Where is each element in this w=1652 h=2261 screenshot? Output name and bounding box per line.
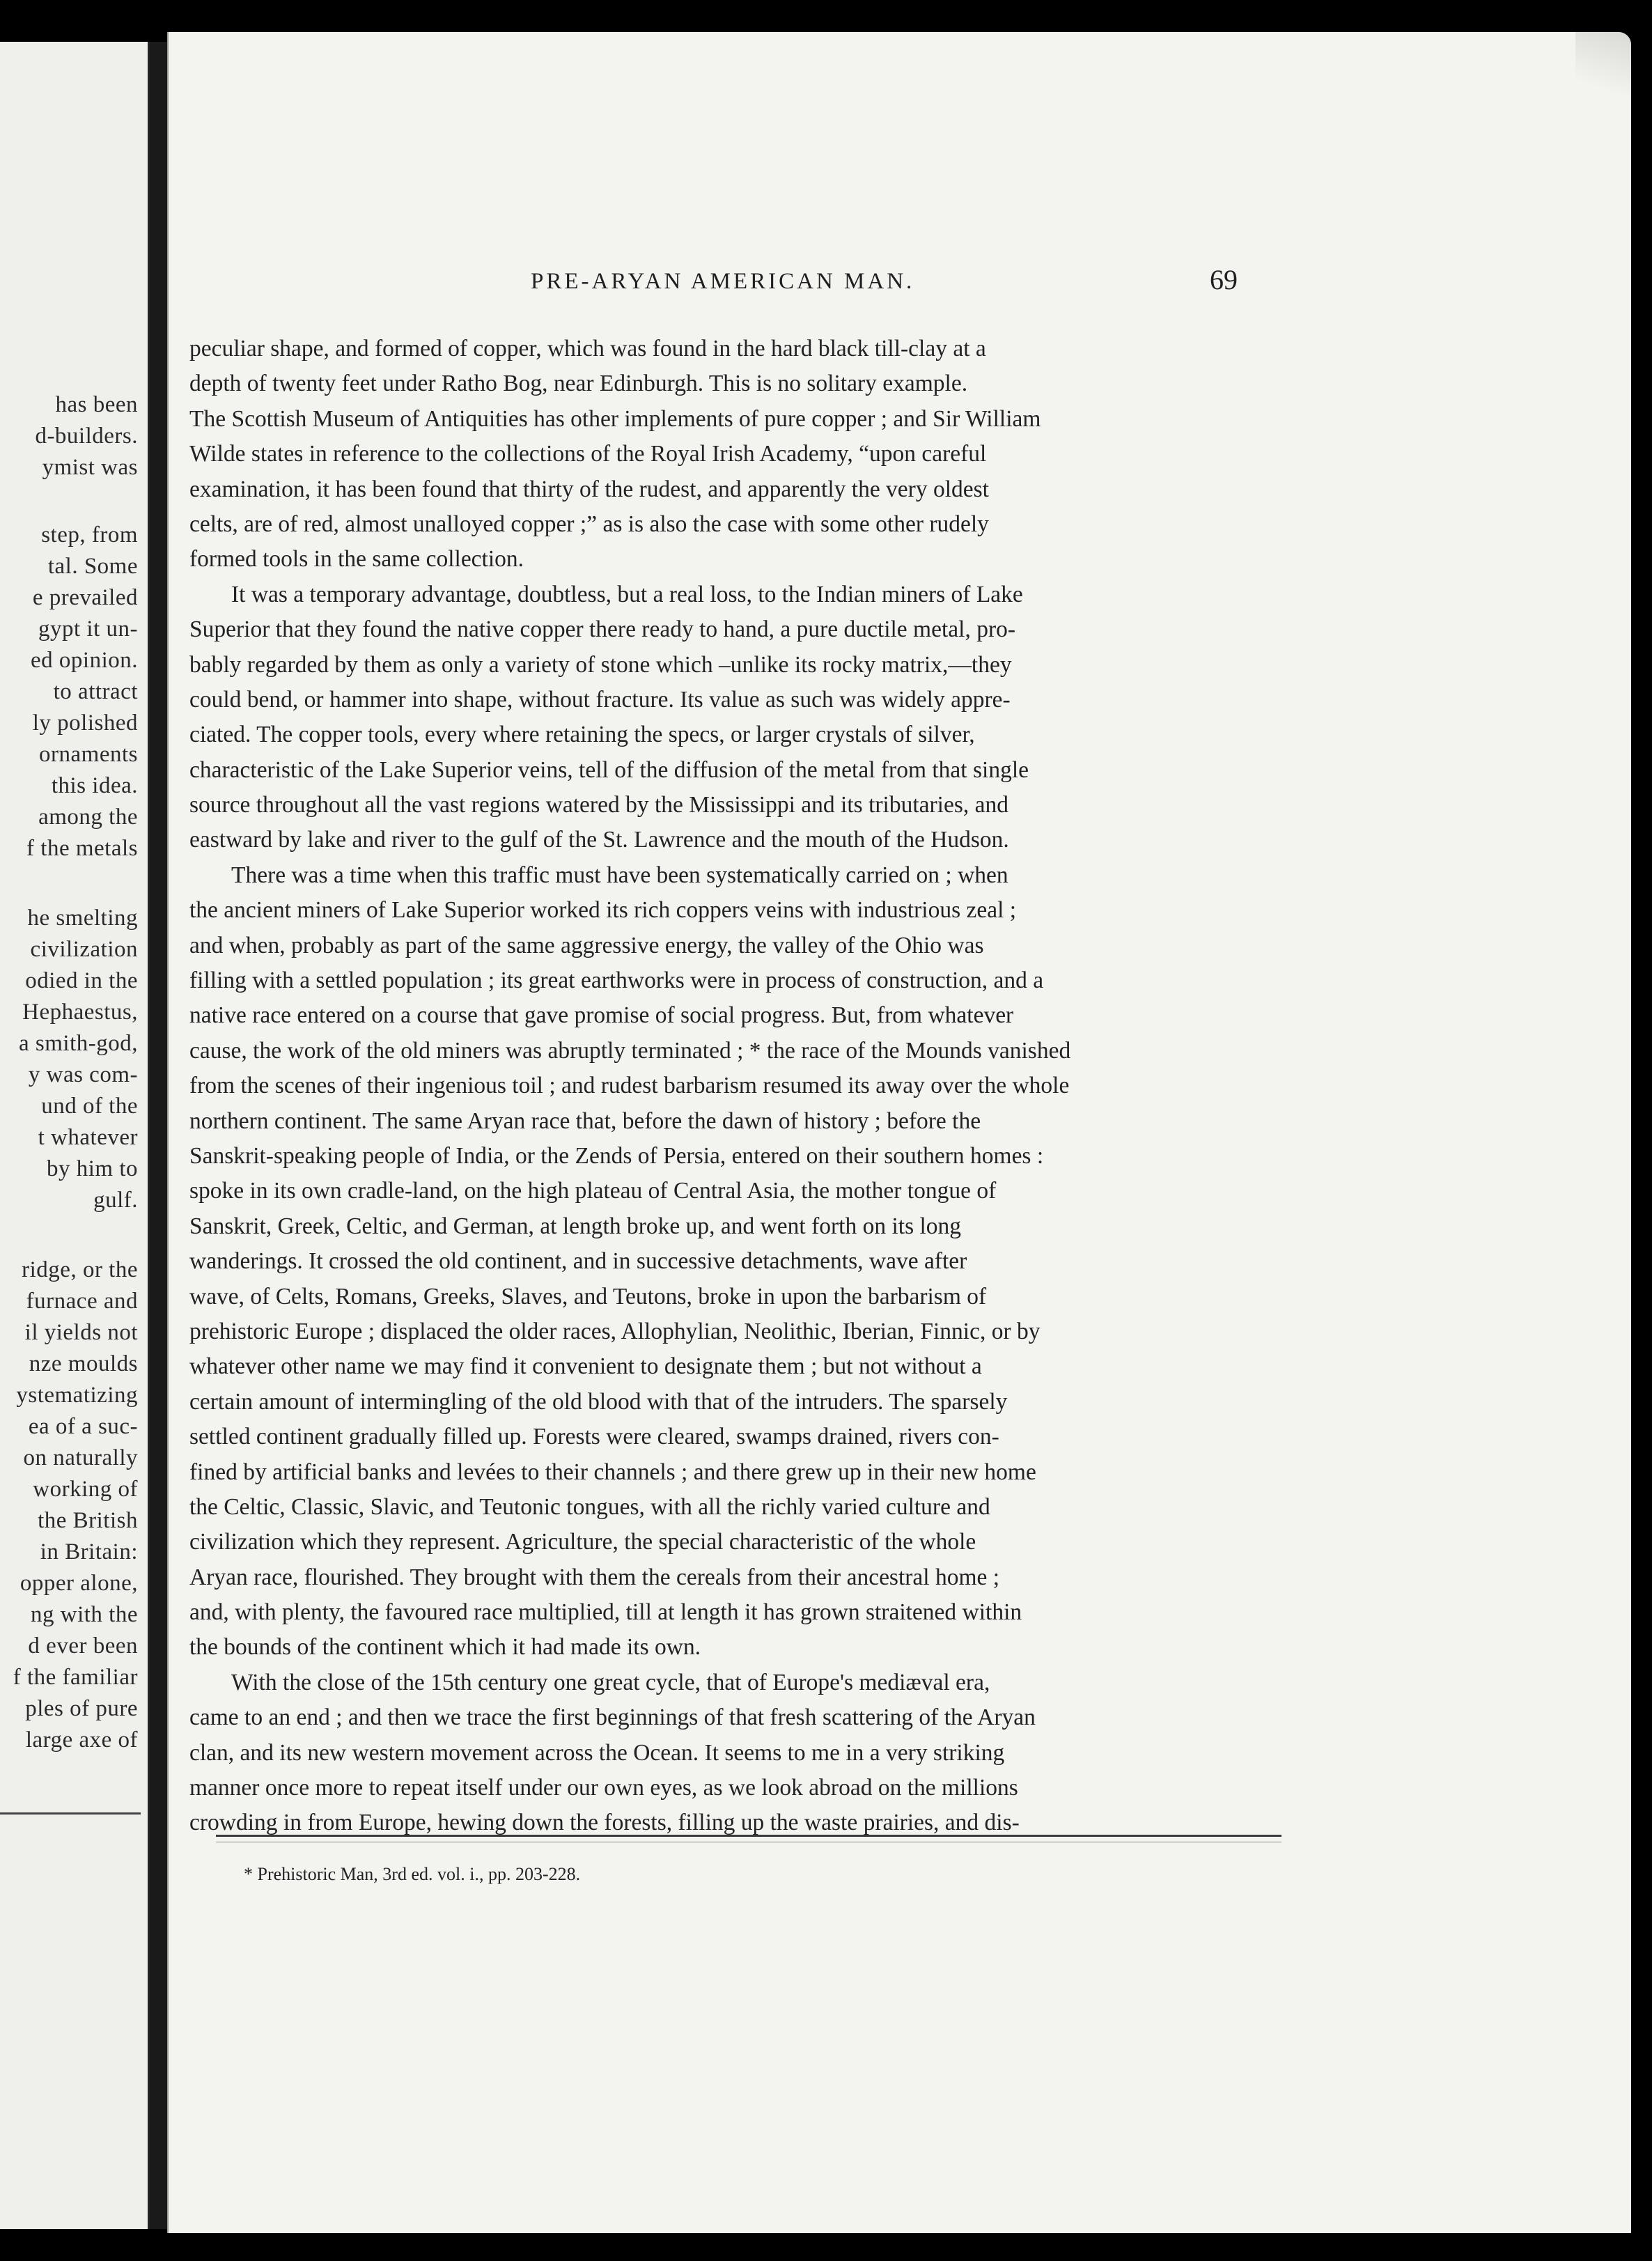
text-line: clan, and its new western movement across the Ocean. It seems to me in a very striking: [189, 1739, 1005, 1766]
text-line: from the scenes of their ingenious toil ; and rudest barbarism resumed its away over the whole: [189, 1073, 1070, 1099]
left-page-fragment: large axe of: [25, 1727, 138, 1753]
text-line: wave, of Celts, Romans, Greeks, Slaves, and Teutons, broke in upon the barbarism of: [189, 1283, 987, 1310]
text-line: the ancient miners of Lake Superior worked its rich coppers veins with industrious zeal ;: [189, 897, 1017, 924]
text-line: eastward by lake and river to the gulf of the St. Lawrence and the mouth of the Hudson.: [189, 827, 1009, 853]
text-line: cause, the work of the old miners was abruptly terminated ; * the race of the Mounds vanished: [189, 1037, 1071, 1064]
text-line: celts, are of red, almost unalloyed copper ;” as is also the case with some other rudely: [189, 511, 989, 537]
book-gutter: [150, 42, 167, 2229]
book-page: [167, 32, 1631, 2233]
left-page-fragment: il yields not: [24, 1320, 138, 1345]
text-line: fined by artificial banks and levées to their channels ; and there grew up in their new home: [189, 1459, 1036, 1485]
text-line: prehistoric Europe ; displaced the older races, Allophylian, Neolithic, Iberian, Finnic, or by: [189, 1318, 1041, 1344]
left-page-fragment: among the: [38, 805, 138, 830]
text-line: formed tools in the same collection.: [189, 546, 524, 573]
text-line: and when, probably as part of the same aggressive energy, the valley of the Ohio was: [189, 932, 984, 958]
text-line: peculiar shape, and formed of copper, which was found in the hard black till-clay at a: [189, 336, 986, 362]
text-line: With the close of the 15th century one great cycle, that of Europe's mediæval era,: [231, 1669, 990, 1695]
page-number: 69: [1210, 264, 1238, 295]
left-page-fragment: gulf.: [93, 1188, 138, 1213]
left-page-fragment: y was com-: [28, 1062, 138, 1087]
left-page-fragment: tal. Some: [47, 554, 138, 579]
left-page-fragment: in Britain:: [40, 1539, 138, 1564]
left-page-fragment: und of the: [41, 1094, 138, 1119]
text-line: ciated. The copper tools, every where retaining the specs, or larger crystals of silver,: [189, 722, 975, 748]
left-page-fragment: on naturally: [23, 1445, 138, 1470]
left-page-fragment: this idea.: [51, 773, 138, 798]
left-page-fragment: ples of pure: [25, 1696, 138, 1721]
left-page-fragment: has been: [55, 392, 138, 417]
text-line: could bend, or hammer into shape, without fracture. Its value as such was widely appre-: [189, 686, 1011, 713]
text-line: the Celtic, Classic, Slavic, and Teutonic tongues, with all the richly varied culture and: [189, 1493, 990, 1520]
left-page-fragment: d ever been: [28, 1633, 138, 1658]
left-page-fragment: furnace and: [26, 1289, 138, 1314]
text-line: source throughout all the vast regions watered by the Mississippi and its tributaries, and: [189, 792, 1009, 818]
text-line: certain amount of intermingling of the old blood with that of the intruders. The sparsely: [189, 1388, 1008, 1415]
text-line: civilization which they represent. Agriculture, the special characteristic of the whole: [189, 1529, 976, 1555]
left-page-fragment: ridge, or the: [22, 1257, 138, 1282]
text-line: Sanskrit, Greek, Celtic, and German, at length broke up, and went forth on its long: [189, 1213, 962, 1239]
left-page-fragment: f the familiar: [13, 1665, 138, 1690]
left-page-fragment: ea of a suc-: [28, 1414, 138, 1439]
text-line: northern continent. The same Aryan race that, before the dawn of history ; before the: [189, 1108, 981, 1134]
text-line: Wilde states in reference to the collections of the Royal Irish Academy, “upon careful: [189, 441, 987, 467]
left-page-fragment: ed opinion.: [31, 648, 138, 673]
text-line: depth of twenty feet under Ratho Bog, near Edinburgh. This is no solitary example.: [189, 371, 968, 397]
left-page-footnote-rule: [0, 1812, 141, 1815]
left-page-fragment: t whatever: [38, 1125, 138, 1150]
left-page-fragment: working of: [33, 1477, 138, 1502]
left-page-fragment: by him to: [46, 1156, 138, 1181]
text-line: native race entered on a course that gave promise of social progress. But, from whatever: [189, 1002, 1014, 1029]
left-page-fragment: d-builders.: [35, 424, 138, 449]
left-page-fragment: nze moulds: [29, 1351, 138, 1376]
facing-left-page: [0, 42, 150, 2229]
text-line: manner once more to repeat itself under our own eyes, as we look abroad on the millions: [189, 1775, 1018, 1801]
text-line: wanderings. It crossed the old continent, and in successive detachments, wave after: [189, 1248, 967, 1275]
page-header: [169, 264, 1631, 304]
left-page-fragment: f the metals: [26, 836, 138, 861]
running-title: PRE-ARYAN AMERICAN MAN.: [531, 269, 915, 294]
text-line: spoke in its own cradle-land, on the high plateau of Central Asia, the mother tongue of: [189, 1178, 997, 1204]
left-page-fragment: ornaments: [39, 742, 138, 767]
text-line: There was a time when this traffic must have been systematically carried on ; when: [231, 862, 1008, 888]
page-corner: [1575, 32, 1631, 109]
left-page-fragment: ymist was: [42, 455, 138, 480]
text-line: the bounds of the continent which it had made its own.: [189, 1634, 701, 1661]
footnote-rule: [216, 1835, 1281, 1837]
left-page-fragment: the British: [38, 1508, 138, 1533]
body-text: [189, 332, 1252, 1841]
left-page-fragment: step, from: [41, 522, 138, 547]
text-line: crowding in from Europe, hewing down the forests, filling up the waste prairies, and dis-: [189, 1810, 1020, 1836]
left-page-fragment: odied in the: [25, 968, 138, 993]
text-line: whatever other name we may find it convenient to designate them ; but not without a: [189, 1353, 982, 1380]
left-page-fragment: ystematizing: [16, 1383, 138, 1408]
left-page-fragment: to attract: [53, 679, 138, 704]
text-line: characteristic of the Lake Superior veins, tell of the diffusion of the metal from that single: [189, 756, 1029, 783]
text-line: The Scottish Museum of Antiquities has other implements of pure copper ; and Sir William: [189, 405, 1041, 432]
text-line: It was a temporary advantage, doubtless, but a real loss, to the Indian miners of Lake: [231, 581, 1023, 607]
text-line: Aryan race, flourished. They brought with them the cereals from their ancestral home ;: [189, 1564, 1000, 1590]
left-page-fragment: a smith-god,: [19, 1031, 138, 1056]
text-line: and, with plenty, the favoured race multiplied, till at length it has grown straitened within: [189, 1599, 1022, 1626]
text-line: Sanskrit-speaking people of India, or the Zends of Persia, entered on their southern homes :: [189, 1142, 1044, 1169]
left-page-fragment: Hephaestus,: [22, 1000, 138, 1025]
text-line: examination, it has been found that thirty of the rudest, and apparently the very oldest: [189, 476, 989, 502]
left-page-fragment: e prevailed: [32, 585, 138, 610]
footnote: * Prehistoric Man, 3rd ed. vol. i., pp. 203-228.: [244, 1864, 581, 1884]
left-page-fragment: civilization: [30, 937, 138, 962]
left-page-fragment: ng with the: [31, 1602, 138, 1627]
text-line: settled continent gradually filled up. Forests were cleared, swamps drained, rivers con-: [189, 1424, 999, 1450]
left-page-fragment: opper alone,: [20, 1571, 138, 1596]
text-line: bably regarded by them as only a variety of stone which –unlike its rocky matrix,—they: [189, 651, 1012, 678]
left-page-fragment: ly polished: [32, 710, 138, 736]
left-page-fragment: gypt it un-: [38, 616, 138, 642]
text-line: Superior that they found the native copper there ready to hand, a pure ductile metal, pro-: [189, 616, 1016, 643]
text-line: came to an end ; and then we trace the first beginnings of that fresh scattering of the Aryan: [189, 1704, 1036, 1731]
text-line: filling with a settled population ; its great earthworks were in process of construction, and a: [189, 968, 1044, 994]
left-page-fragment: he smelting: [27, 906, 138, 931]
